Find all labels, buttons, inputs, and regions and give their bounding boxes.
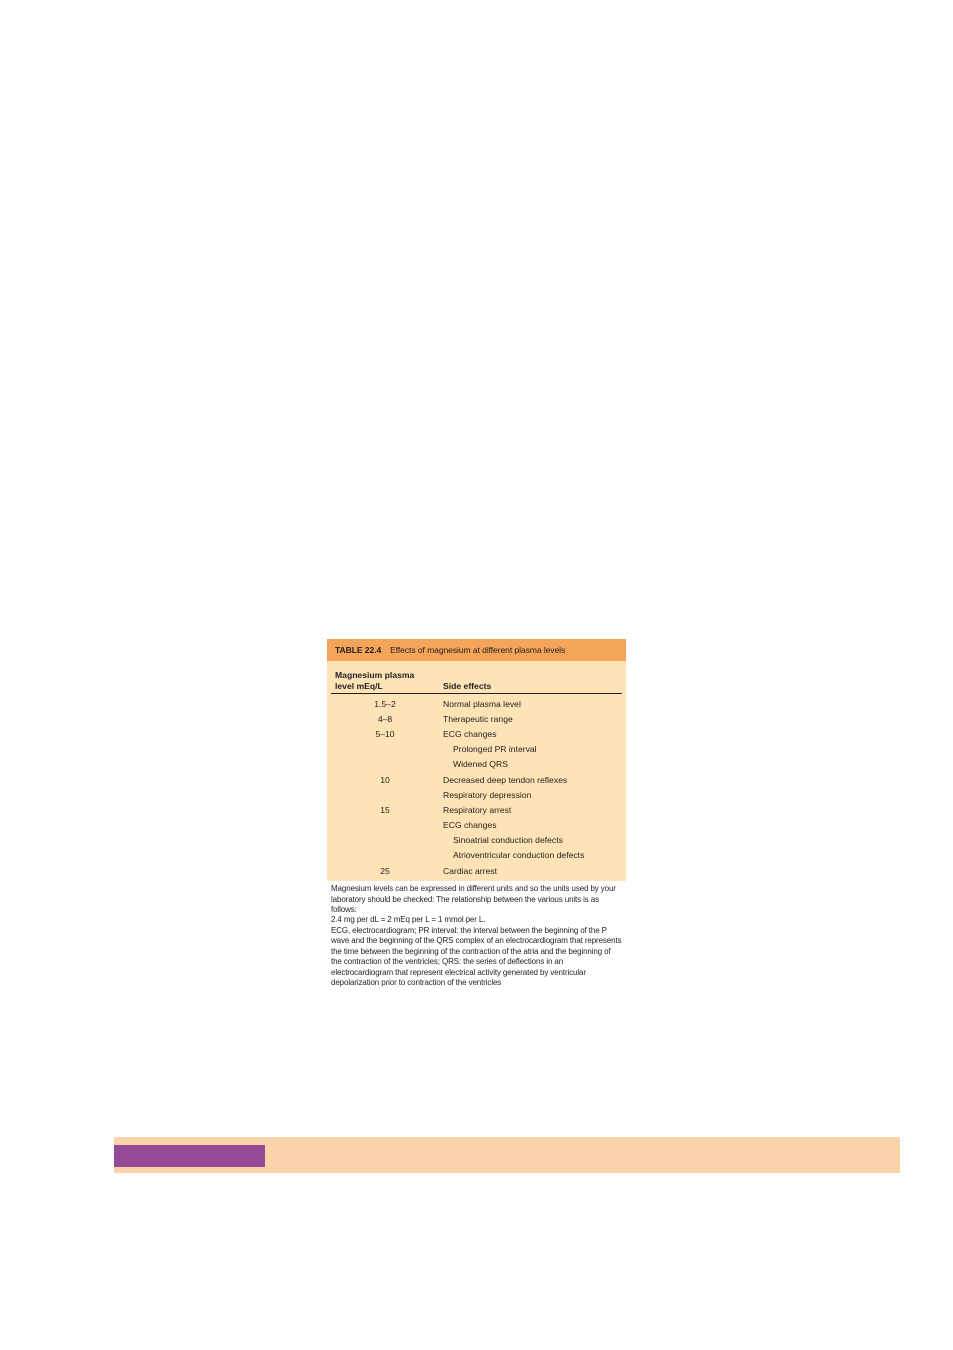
cell-side-effect: ECG changes <box>443 728 497 739</box>
footnote-abbreviations: ECG, electrocardiogram; PR interval: the interval between the beginning of the P wave and the beginning of the QRS complex of an electrocardiogram that represents the time between the beginning of the contraction of the atria and the beginning of the contraction of the ventricles; QRS: the series of deflections in an electrocardiogram that represent electrical activity generated by ventricular depolarization prior to contraction of the ventricles <box>331 925 622 987</box>
table-rows <box>331 696 622 878</box>
cell-side-effect: Decreased deep tendon reflexes <box>443 774 568 785</box>
column-header-level-line2: level mEq/L <box>335 681 383 691</box>
footer-tab <box>114 1145 265 1167</box>
cell-magnesium-level: 4–8 <box>377 713 393 724</box>
cell-side-effect: Atrioventricular conduction defects <box>453 850 585 861</box>
cell-side-effect: Prolonged PR interval <box>453 744 537 755</box>
table-row <box>331 818 622 833</box>
table-row <box>331 863 622 878</box>
table-row <box>331 726 622 741</box>
cell-magnesium-level: 10 <box>380 774 390 785</box>
table-22-4 <box>327 639 626 988</box>
column-header-side-effects: Side effects <box>443 681 492 691</box>
table-footnote <box>327 881 626 988</box>
cell-side-effect: Respiratory depression <box>443 789 532 800</box>
footnote-conversion: 2.4 mg per dL = 2 mEq per L = 1 mmol per L. <box>331 915 486 925</box>
cell-side-effect: Cardiac arrest <box>443 865 497 876</box>
table-row <box>331 742 622 757</box>
table-row <box>331 787 622 802</box>
cell-magnesium-level: 1.5–2 <box>374 698 396 709</box>
table-row <box>331 757 622 772</box>
table-row <box>331 711 622 726</box>
cell-magnesium-level: 25 <box>380 865 390 876</box>
table-row <box>331 802 622 817</box>
cell-side-effect: ECG changes <box>443 820 497 831</box>
table-title: Effects of magnesium at different plasma levels <box>390 645 566 655</box>
table-row <box>331 848 622 863</box>
cell-side-effect: Normal plasma level <box>443 698 521 709</box>
cell-side-effect: Sinoatrial conduction defects <box>453 835 563 846</box>
table-row <box>331 772 622 787</box>
column-headers <box>331 670 622 694</box>
cell-magnesium-level: 15 <box>380 804 390 815</box>
table-row <box>331 833 622 848</box>
column-header-level <box>331 670 443 692</box>
table-body <box>327 661 626 881</box>
table-row <box>331 696 622 711</box>
table-number: TABLE 22.4 <box>335 645 382 655</box>
footnote-units: Magnesium levels can be expressed in different units and so the units used by your laboratory should be checked: The relationship between the various units is as follows: <box>331 884 616 915</box>
cell-magnesium-level: 5–10 <box>375 728 395 739</box>
cell-side-effect: Therapeutic range <box>443 713 513 724</box>
cell-side-effect: Widened QRS <box>453 759 508 770</box>
cell-side-effect: Respiratory arrest <box>443 804 512 815</box>
column-header-level-line1: Magnesium plasma <box>335 670 415 680</box>
table-header <box>327 639 626 661</box>
